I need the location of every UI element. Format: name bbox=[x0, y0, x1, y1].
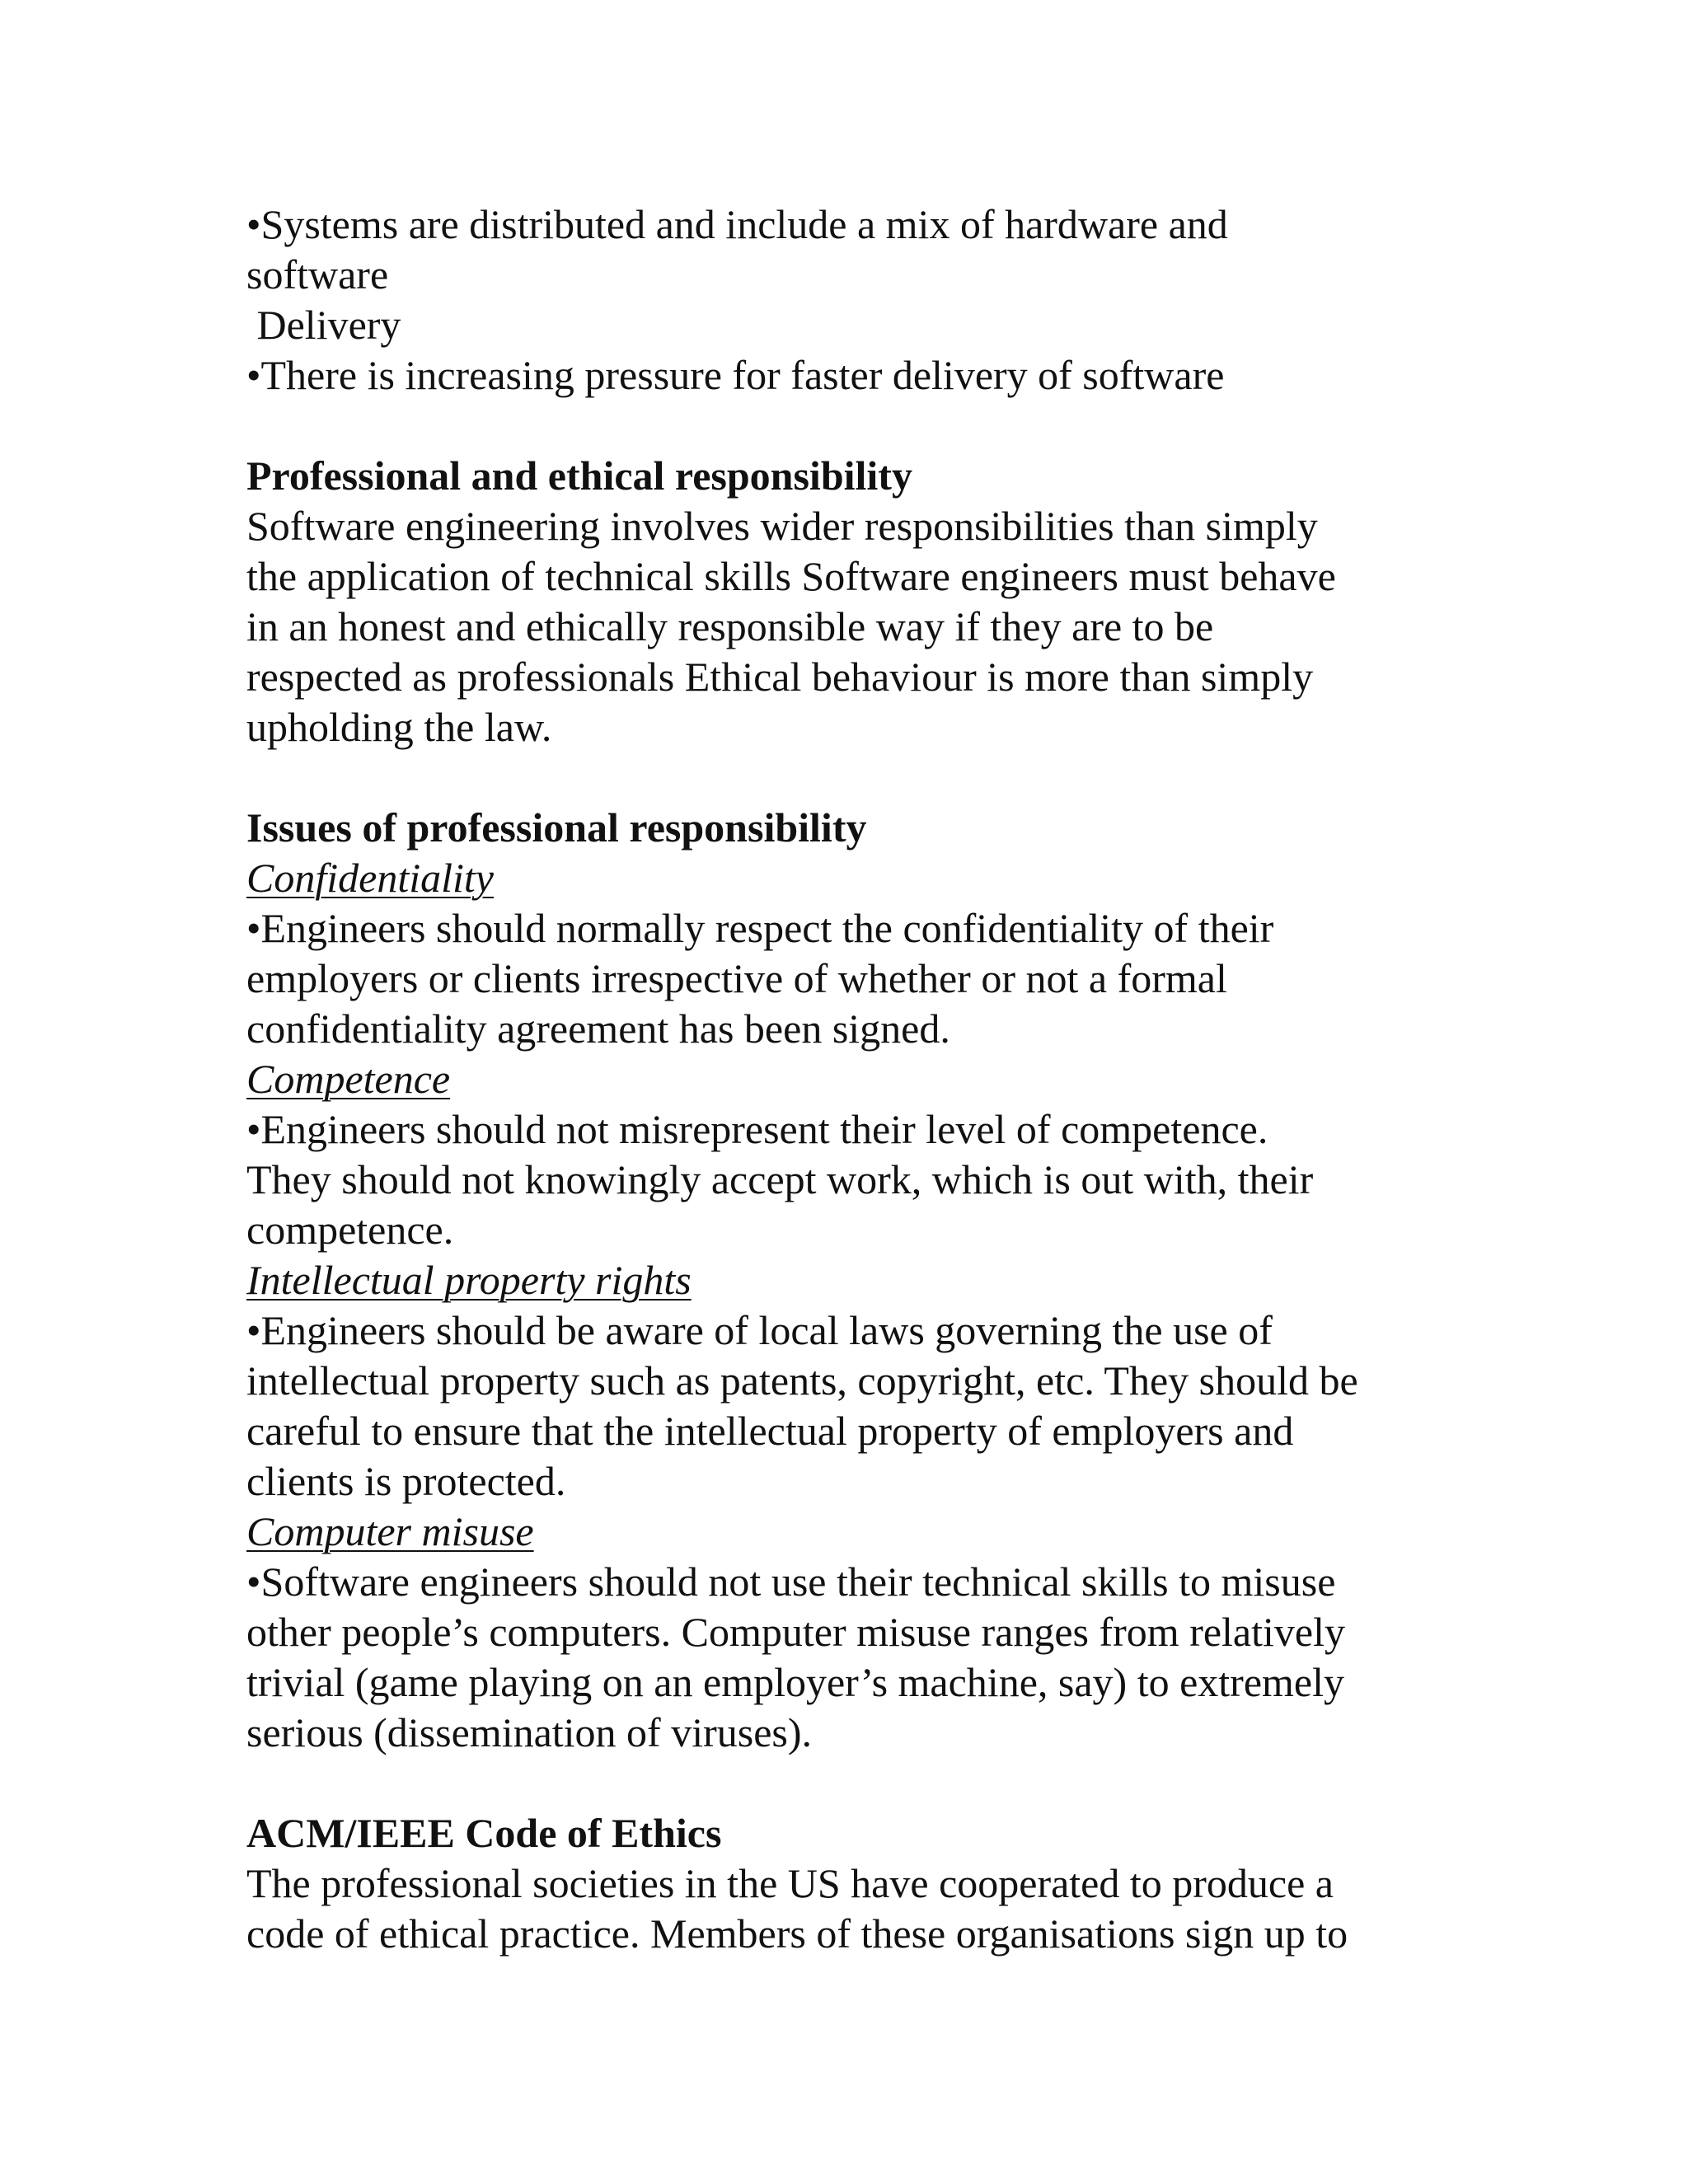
text-line: code of ethical practice. Members of these organisations sign up to bbox=[246, 1910, 1348, 1957]
issue-title: Confidentiality bbox=[246, 855, 494, 901]
text-line: upholding the law. bbox=[246, 704, 552, 750]
text-line: the application of technical skills Software engineers must behave bbox=[246, 553, 1336, 599]
text-line: competence. bbox=[246, 1207, 454, 1253]
text-line: •Software engineers should not use their technical skills to misuse bbox=[246, 1558, 1336, 1605]
text-line: respected as professionals Ethical behaviour is more than simply bbox=[246, 654, 1314, 700]
blank-line bbox=[246, 401, 1483, 451]
text-line: •Systems are distributed and include a mix of hardware and bbox=[246, 201, 1228, 247]
issue-computer-misuse bbox=[246, 1507, 1483, 1758]
section-heading: ACM/IEEE Code of Ethics bbox=[246, 1810, 722, 1856]
section-heading: Issues of professional responsibility bbox=[246, 804, 867, 851]
text-line: Software engineering involves wider responsibilities than simply bbox=[246, 503, 1318, 549]
text-line: careful to ensure that the intellectual property of employers and bbox=[246, 1408, 1294, 1454]
text-line: The professional societies in the US have cooperated to produce a bbox=[246, 1860, 1334, 1906]
issue-intellectual-property-rights bbox=[246, 1255, 1483, 1507]
section-heading: Professional and ethical responsibility bbox=[246, 452, 912, 499]
blank-line bbox=[246, 752, 1483, 803]
text-line: trivial (game playing on an employer’s machine, say) to extremely bbox=[246, 1659, 1344, 1705]
text-line: employers or clients irrespective of whether or not a formal bbox=[246, 955, 1227, 1001]
text-line: •Engineers should normally respect the confidentiality of their bbox=[246, 905, 1274, 951]
section-issues-professional-responsibility bbox=[246, 803, 1483, 1758]
issue-title: Computer misuse bbox=[246, 1508, 534, 1554]
intro-block bbox=[246, 199, 1483, 401]
text-line: intellectual property such as patents, copyright, etc. They should be bbox=[246, 1357, 1358, 1404]
text-line: •Engineers should not misrepresent their level of competence. bbox=[246, 1106, 1268, 1152]
text-line: They should not knowingly accept work, which is out with, their bbox=[246, 1156, 1314, 1202]
text-line: in an honest and ethically responsible way if they are to be bbox=[246, 603, 1214, 649]
blank-line bbox=[246, 1758, 1483, 1808]
text-line: software bbox=[246, 251, 389, 298]
issue-competence bbox=[246, 1054, 1483, 1255]
issue-title: Intellectual property rights bbox=[246, 1257, 692, 1303]
text-line: •There is increasing pressure for faster delivery of software bbox=[246, 352, 1225, 398]
text-line: confidentiality agreement has been signed. bbox=[246, 1005, 950, 1052]
document-page bbox=[246, 199, 1483, 1959]
text-line: serious (dissemination of viruses). bbox=[246, 1709, 813, 1755]
text-line: •Engineers should be aware of local laws governing the use of bbox=[246, 1307, 1273, 1353]
issue-confidentiality bbox=[246, 853, 1483, 1054]
text-line: clients is protected. bbox=[246, 1458, 566, 1504]
issue-title: Competence bbox=[246, 1056, 451, 1102]
section-acm-ieee-code-of-ethics bbox=[246, 1808, 1483, 1959]
text-line: Delivery bbox=[246, 302, 401, 348]
section-professional-ethical-responsibility bbox=[246, 451, 1483, 752]
text-line: other people’s computers. Computer misuse ranges from relatively bbox=[246, 1609, 1345, 1655]
